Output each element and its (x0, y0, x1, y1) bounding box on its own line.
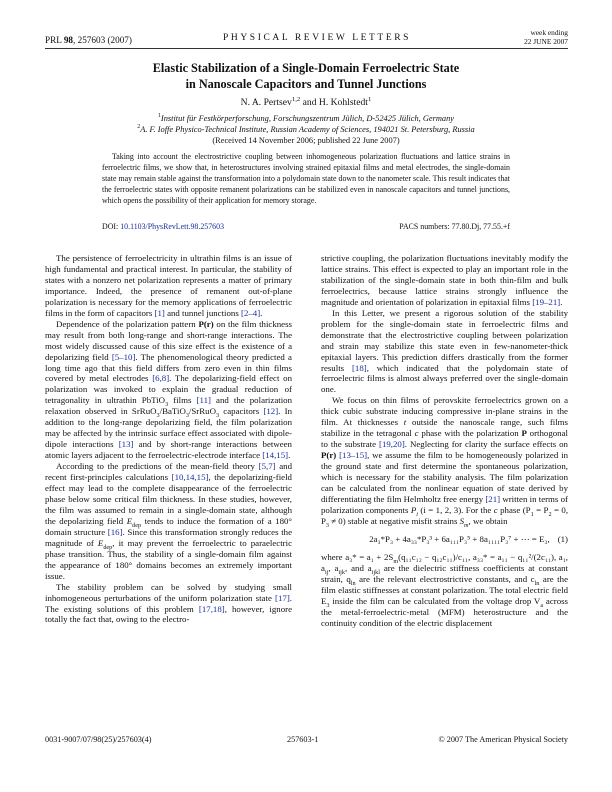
text: . The phenomenological theory predicted a long time ago that this field differs from zero even in thin films covered by metal electrodes (45, 351, 292, 384)
title-line-1: Elastic Stabilization of a Single-Domain Ferroelectric State (152, 61, 460, 75)
paragraph (321, 253, 568, 308)
issn-code: 0031-9007/07/98(25)/257603(4) (45, 735, 152, 744)
text: capacitors (219, 406, 264, 417)
subscript: ln (350, 579, 356, 587)
received-dates: (Received 14 November 2006; published 22 June 2007) (212, 136, 400, 145)
text: , the depolarizing-field effect may lead to the complete disappearance of the ferroelectric phase below some critical film thickness. In these studies, however, the film was assumed to remain in a single-domain state, although the depolarizing field (45, 472, 292, 526)
paragraph (45, 582, 292, 626)
text: tends to induce the formation of a 180° domain structure (45, 515, 292, 537)
citation-link[interactable]: [21] (485, 493, 501, 504)
citation (45, 35, 132, 45)
subscript: 3 (326, 601, 330, 609)
text: strictive coupling, the polarization fluctuations inevitably modify the lattice strains. This effect is expected to play an important role in the stabilization of the single-domain state in both thin-film and bulk ferroelectrics, because lattice strains strongly influence the magnitude and orientation of polarization in epitaxial films (321, 253, 568, 307)
paragraph (45, 319, 292, 461)
text: In this Letter, we present a rigorous solution of the stability problem for the single-domain state in ferroelectric films and demonstrate that the electrostrictive coupling between polarization and strain may stabilize this state even in few-nanometer-thick epitaxial layers. This prediction differs drastically from the former results (321, 307, 568, 373)
conjunction: and (300, 97, 319, 108)
text: , which indicated that the polydomain state of ferroelectric films is almost always preferred over the single-domain one. (321, 362, 568, 395)
text: written in terms of polarization components (321, 493, 568, 515)
author-list (0, 97, 612, 108)
subscript: 3 (165, 401, 169, 409)
text: = 0, P (321, 504, 569, 526)
text: are the relevant electrostrictive constants, and c (355, 573, 535, 584)
symbol: E (97, 537, 104, 548)
text: . (288, 450, 291, 461)
citation-link[interactable]: [13] (118, 439, 134, 450)
text: = P (533, 504, 549, 515)
abstract: Taking into account the electrostrictive coupling between inhomogeneous polarization fluctuations and lattice strains in ferroelectric films, we show that, in heterostructures involving strained epitaxial films and metal electrodes, the single-domain state may remain stable against the transformation into a polydomain state down to the nanometer scale. This result indicates that the ferroelectric states with opposite remanent polarizations can be stabilized even in nanoscale capacitors and tunnel junctions, which opens the possibility of their application for memory storage. (102, 152, 510, 205)
text: (q₁₁c₁₂ − q₁₂c₁₁)/c₁₁, a₃₃* = a₁₁ − q₁₁²/(2c₁₁), a₁, a (321, 551, 569, 573)
text: are the dielectric stiffness coefficients at constant strain, q (321, 562, 568, 584)
text: are the film elastic stiffnesses at constant polarization. The total electric field E (321, 573, 568, 606)
affiliation-mark: 1 (157, 113, 161, 120)
paragraph (45, 253, 292, 319)
symbol: c (414, 428, 419, 439)
text: /SrRuO (188, 406, 216, 417)
subscript: dep (103, 543, 113, 551)
paper-title (0, 61, 612, 92)
author-1-affiliation: 1,2 (291, 95, 301, 103)
text: and tunnel junctions (164, 307, 242, 318)
week-ending-label: week ending (530, 28, 568, 38)
subscript: 2 (548, 510, 552, 518)
citation-link[interactable]: [19,20] (379, 439, 405, 450)
doi-line (102, 222, 510, 231)
text: inside the film can be calculated from the voltage drop V (329, 595, 541, 606)
equation-body: 2a₃*P₃ + 4a₃₃*P₃³ + 6a₁₁₁P₃⁵ + 8a₁₁₁₁P₃⁷ + ⋯ = E₃, (369, 533, 550, 544)
subscript: 3 (156, 412, 160, 420)
text: The stability problem can be solved by studying small inhomogeneous perturbations of the uniform polarization state (45, 581, 292, 603)
paragraph (321, 552, 568, 629)
text: According to the predictions of the mean-field theory (56, 461, 259, 472)
text: across the metal-ferroelectric-metal (MFM) heterostructure and the continuity condition of the electric displacement (321, 595, 569, 628)
citation-link[interactable]: [12] (263, 406, 279, 417)
text: Dependence of the polarization pattern (56, 318, 199, 329)
affiliations (0, 113, 612, 146)
affiliation-text: Institut für Festkörperforschung, Forschungszentrum Jülich, D-52425 Jülich, Germany (160, 114, 455, 123)
citation-link[interactable]: [11] (196, 395, 211, 406)
symbol: t (403, 417, 407, 428)
running-header (45, 26, 568, 49)
text: , it may prevent the ferroelectric to paraelectric phase transition. Thus, the stability of a single-domain film against the appearance of 180° domains becomes an extremely important issue. (45, 537, 293, 581)
text: , and a (344, 562, 372, 573)
symbol: P (521, 428, 527, 439)
text: The persistence of ferroelectricity in ultrathin films is an issue of high fundamental and practical interest. In particular, the stability of states with a nonzero net polarization represents a matter of primary importance. Indeed, the presence of remanent out-of-plane polarization is necessary for the memory applications of ferroelectric films in the form of capacitors (45, 253, 292, 318)
text: and by short-range interactions between atomic layers adjacent to the ferroelectric-electrode interface (45, 439, 292, 461)
pacs-numbers: PACS numbers: 77.80.Dj, 77.55.+f (399, 222, 510, 231)
citation-link[interactable]: [17,18] (198, 603, 225, 614)
doi-label: DOI: (102, 222, 121, 231)
text: films (168, 395, 197, 406)
text: , a (328, 562, 339, 573)
equation-1 (321, 534, 568, 545)
symbol: P(r) (198, 318, 214, 329)
citation-link[interactable]: [13–15] (339, 450, 368, 461)
subscript: 1 (530, 510, 534, 518)
text: on the film thickness may result from both long-range and short-range interactions. The most widely discussed cause of this size effect is the existence of a depolarizing field (45, 318, 292, 362)
page-number: 257603-1 (287, 735, 319, 744)
text: orthogonal to the substrate (321, 428, 568, 450)
text: We focus on thin films of perovskite ferroelectrics grown on a thick cubic substrate inducing compressive in-plane strains in the film. At thicknesses (321, 395, 568, 428)
subscript: dep (132, 521, 142, 529)
affiliation-mark: 2 (137, 124, 141, 131)
title-line-2: in Nanoscale Capacitors and Tunnel Junctions (185, 76, 427, 91)
citation-link[interactable]: [17] (275, 592, 290, 603)
text: ≠ 0) stable at negative misfit strains (329, 515, 460, 526)
text: /BaTiO (159, 406, 186, 417)
subscript: ijkl (371, 568, 380, 576)
author-1: N. A. Pertsev (240, 97, 292, 108)
author-2-affiliation: 1 (367, 95, 372, 103)
text: outside the nanoscale range, such films stabilize in the tetragonal (321, 417, 568, 439)
paragraph (45, 461, 292, 581)
equation-number: (1) (557, 533, 568, 544)
affiliation-1 (0, 113, 612, 124)
left-column (45, 253, 292, 625)
citation-link[interactable]: [18] (351, 362, 367, 373)
text: . In addition to the long-range depolarizing field, the film polarization may be affected by the intrinsic surface effect associated with dipole-dipole interactions (45, 406, 292, 450)
symbol: $P_i$ (410, 504, 418, 518)
text: phase with the polarization (418, 428, 522, 439)
subscript: 3 (325, 521, 330, 529)
text: phase (P (497, 504, 531, 515)
citation-link[interactable]: [10,14,15] (171, 472, 209, 483)
author-2: H. Kohlstedt (318, 97, 368, 108)
citation-link[interactable]: [5–10] (111, 351, 136, 362)
symbol: c (493, 504, 498, 515)
citation-link[interactable]: [2–4] (241, 307, 261, 318)
symbol: P(r) (321, 450, 337, 461)
right-column (321, 253, 568, 628)
article-ref: , 257603 (2007) (73, 35, 132, 45)
citation-link[interactable]: [6,8] (152, 373, 170, 384)
citation-link[interactable]: [19–21] (532, 296, 561, 307)
symbol: $S_m$ (459, 515, 469, 529)
paragraph (321, 395, 569, 529)
text: . The depolarizing-field effect on polarization was invoked to explain the gradual reduction of tetragonality in ultrathin PbTiO (45, 373, 292, 406)
journal-abbrev: PRL (45, 35, 62, 45)
text: . (260, 307, 263, 318)
journal-name: PHYSICAL REVIEW LETTERS (223, 33, 412, 43)
subscript: 3 (185, 412, 189, 420)
citation-link[interactable]: [14,15] (262, 450, 289, 461)
affiliation-2 (0, 124, 612, 135)
volume: 98 (63, 35, 73, 45)
citation-link[interactable]: [16] (107, 526, 123, 537)
subscript: ij (324, 568, 329, 576)
text: . (560, 296, 563, 307)
subscript: m (393, 557, 399, 565)
subscript: 3 (215, 412, 220, 420)
text: , however, ignore totally the fact that, owing to the electro- (45, 603, 293, 625)
text: . Since this transformation strongly reduces the magnitude of (45, 526, 292, 548)
affiliation-text: A. F. Ioffe Physico-Technical Institute, Russian Academy of Sciences, 194021 St. Petersburg, Russia (140, 125, 475, 134)
issue-date (524, 29, 568, 46)
text: and recent first-principles calculations (45, 461, 293, 483)
citation-link[interactable]: [5,7] (258, 461, 276, 472)
text: . The existing solutions of this problem (45, 592, 292, 614)
doi-link[interactable]: 10.1103/PhysRevLett.98.257603 (120, 222, 225, 231)
subscript: ijk (338, 568, 345, 576)
symbol: E (126, 515, 133, 526)
text: , we obtain (468, 515, 508, 526)
text: where a₃* = a₁ + 2S (321, 551, 394, 562)
date: 22 JUNE 2007 (524, 36, 568, 46)
paragraph (321, 308, 568, 396)
text: , we assume the film to be homogeneously polarized in the ground state and first determine the spontaneous polarization, which is necessary for the stability analysis. The film polarization can be calculated from the nonlinear equation of state derived by differentiating the film Helmholtz free energy (321, 450, 568, 504)
citation-link[interactable]: [1] (154, 307, 165, 318)
copyright: © 2007 The American Physical Society (438, 735, 568, 744)
text: and the polarization relaxation observed in SrRuO (45, 395, 292, 417)
text: (i = 1, 2, 3). For the (417, 504, 494, 515)
subscript: a (540, 601, 544, 609)
subscript: ln (534, 579, 540, 587)
text: . Neglecting for clarity the surface effects on (404, 439, 568, 450)
